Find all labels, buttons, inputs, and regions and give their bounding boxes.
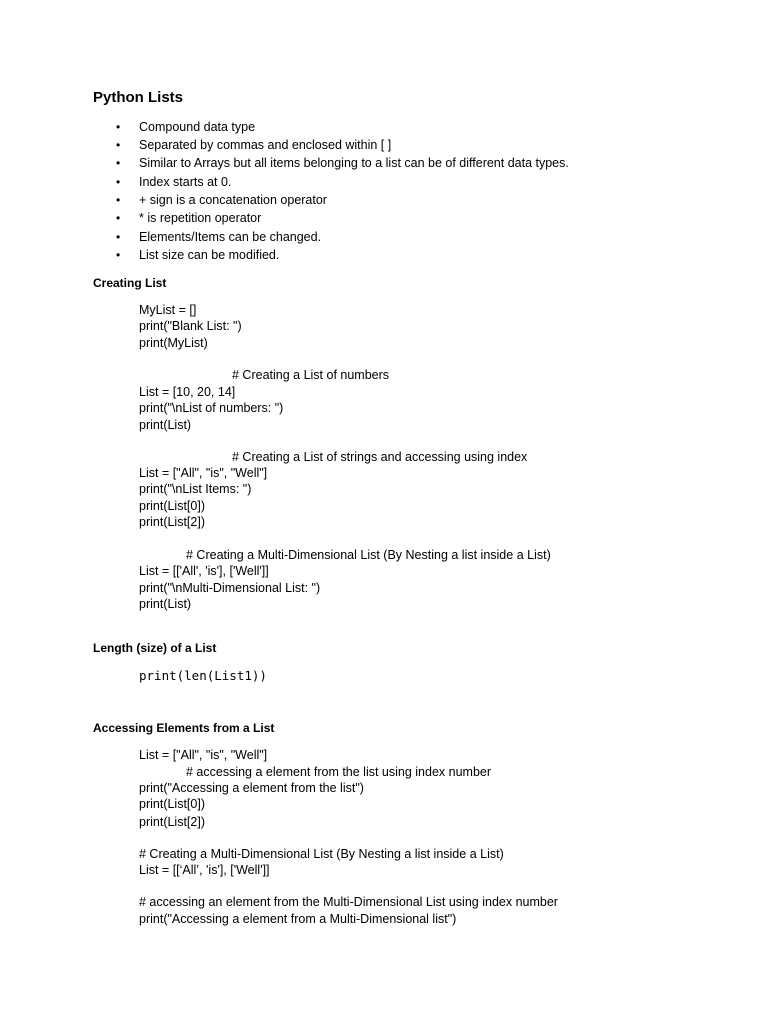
code-line: List = [['All', 'is'], ['Well']] (139, 564, 269, 578)
code-line: print("\nMulti-Dimensional List: ") (139, 581, 321, 595)
code-line: print(List) (139, 418, 192, 432)
bullet-marker: • (116, 193, 121, 207)
code-line: List = [[‘All’, 'is'], ['Well']] (139, 863, 270, 877)
code-line: print("\nList of numbers: ") (139, 401, 284, 415)
bullet-marker: • (116, 120, 121, 134)
bullet-item: Compound data type (139, 120, 256, 134)
code-line: print(List[2]) (139, 815, 205, 829)
code-line: print("Accessing a element from the list") (139, 781, 364, 795)
code-line: print("\nList Items: ") (139, 482, 252, 496)
code-line-mono: print(len(List1)) (139, 668, 267, 683)
code-line: print("Accessing a element from a Multi-Dimensional list") (139, 912, 457, 926)
section-heading-creating: Creating List (93, 276, 167, 290)
bullet-marker: • (116, 175, 121, 189)
code-line: print(List[2]) (139, 515, 205, 529)
code-line: print(List[0]) (139, 797, 205, 811)
code-comment: # Creating a List of numbers (232, 368, 390, 382)
code-comment: # accessing an element from the Multi-Dimensional List using index number (139, 895, 558, 909)
code-comment: # accessing a element from the list using index number (186, 765, 492, 779)
code-line: List = [10, 20, 14] (139, 385, 236, 399)
code-line: print("Blank List: ") (139, 319, 242, 333)
code-line: MyList = [] (139, 303, 197, 317)
bullet-marker: • (116, 211, 121, 225)
code-comment: # Creating a Multi-Dimensional List (By Nesting a list inside a List) (139, 847, 504, 861)
bullet-item: Similar to Arrays but all items belonging to a list can be of different data types. (139, 156, 569, 170)
bullet-item: + sign is a concatenation operator (139, 193, 327, 207)
bullet-item: * is repetition operator (139, 211, 262, 225)
bullet-marker: • (116, 138, 121, 152)
section-heading-accessing: Accessing Elements from a List (93, 721, 275, 735)
bullet-item: List size can be modified. (139, 248, 280, 262)
code-comment: # Creating a Multi-Dimensional List (By Nesting a list inside a List) (186, 548, 551, 562)
code-line: List = ["All", "is", "Well"] (139, 748, 268, 762)
bullet-marker: • (116, 230, 121, 244)
bullet-item: Separated by commas and enclosed within [ ] (139, 138, 392, 152)
bullet-marker: • (116, 156, 121, 170)
bullet-marker: • (116, 248, 121, 262)
bullet-item: Elements/Items can be changed. (139, 230, 322, 244)
page-title: Python Lists (93, 89, 184, 106)
code-line: print(List) (139, 597, 192, 611)
code-comment: # Creating a List of strings and accessing using index (232, 450, 528, 464)
section-heading-length: Length (size) of a List (93, 641, 217, 655)
code-line: print(MyList) (139, 336, 208, 350)
code-line: print(List[0]) (139, 499, 205, 513)
code-line: List = ["All", "is", "Well"] (139, 466, 268, 480)
bullet-item: Index starts at 0. (139, 175, 232, 189)
